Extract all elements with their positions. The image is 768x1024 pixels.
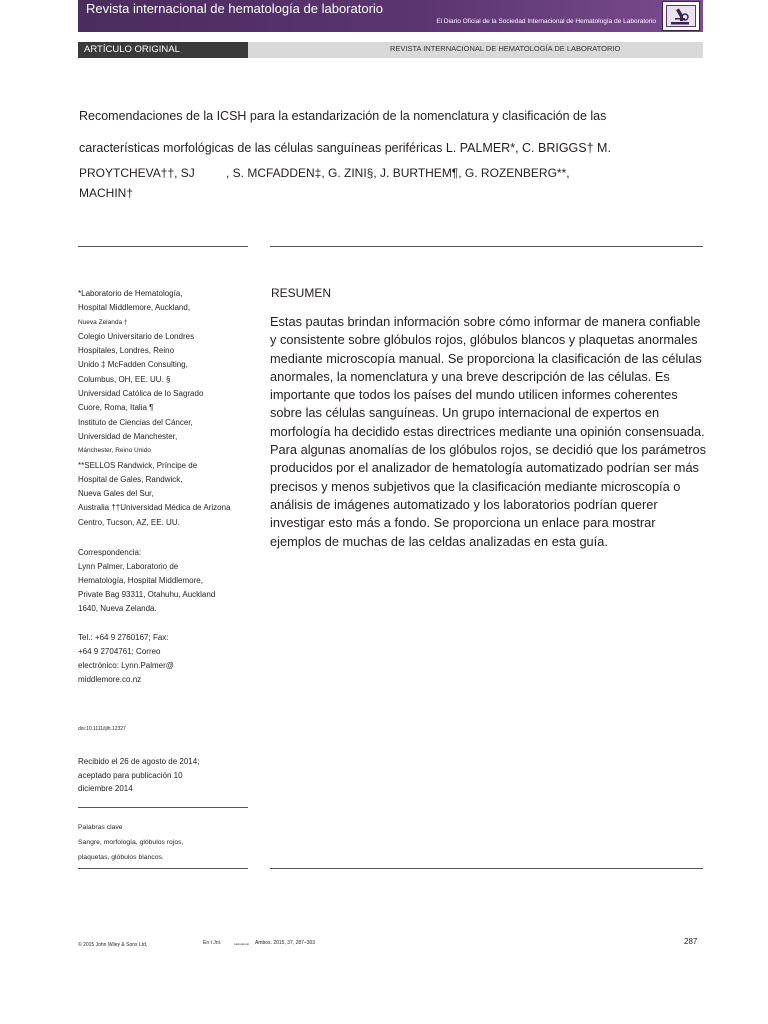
journal-logo <box>662 1 700 31</box>
keywords-line: plaquetas, glóbulos blancos. <box>78 854 164 861</box>
abstract-line: importante que todos los países del mundo utilicen informes coherentes <box>270 387 678 403</box>
received-line: aceptado para publicación 10 <box>78 770 183 780</box>
section-label: ARTÍCULO ORIGINAL <box>84 44 180 55</box>
correspondence-line: Lynn Palmer, Laboratorio de <box>78 562 179 571</box>
affiliation-line: **SELLOS Randwick, Príncipe de <box>78 460 198 470</box>
abstract-heading: RESUMEN <box>271 286 332 300</box>
right-column-rule-bottom <box>270 868 703 869</box>
affiliation-line: Nueva Zelanda † <box>78 318 128 326</box>
correspondence-line: Private Bag 93311, Otahuhu, Auckland <box>78 590 216 599</box>
microscope-icon <box>666 5 696 27</box>
doi: doi:10.1111/ijlh.12327 <box>78 726 126 732</box>
abstract-line: análisis de imágenes automatizado y los laboratorios podrían querer <box>270 496 658 512</box>
affiliation-line: Unido ‡ McFadden Consulting, <box>78 360 188 370</box>
abstract-line: sobre las células sanguíneas. Un grupo internacional de expertos en <box>270 405 660 421</box>
affiliation-line: Cuore, Roma, Italia ¶ <box>78 403 154 413</box>
footer-citation: Ambos. 2015, 37, 287–303 <box>255 940 316 946</box>
contact-info <box>78 631 174 687</box>
contact-line: middlemore.co.nz <box>78 675 142 684</box>
left-column-rule-top <box>78 246 248 247</box>
abstract-line: ejemplos de muchas de las celdas analizadas en esta guía. <box>270 533 608 549</box>
affiliation-line: Universidad Católica de lo Sagrado <box>78 389 204 399</box>
left-column-rule-bottom <box>78 868 248 869</box>
contact-line: +64 9 2704761; Correo <box>78 647 161 656</box>
affiliation-line: Mánchester, Reino Unido <box>78 447 151 455</box>
article-title-line-1: Recomendaciones de la ICSH para la estandarización de la nomenclatura y clasificación de las <box>79 109 607 123</box>
abstract-body <box>270 313 710 551</box>
contact-line: Tel.: +64 9 2760167; Fax: <box>78 633 169 642</box>
keywords-line: Sangre, morfología, glóbulos rojos, <box>78 839 184 846</box>
affiliation-line: Colegio Universitario de Londres <box>78 331 195 341</box>
received-line: Recibido el 26 de agosto de 2014; <box>78 757 200 766</box>
abstract-line: mediante microscopía manual. Se proporciona la clasificación de las células <box>270 350 702 366</box>
keywords-label: Palabras clave <box>78 824 123 831</box>
footer-copyright: © 2015 John Wiley & Sons Ltd, <box>78 942 148 948</box>
affiliation-line: Hospital de Gales, Randwick, <box>78 474 183 484</box>
affiliation-line: Australia ††Universidad Médica de Arizona <box>78 503 231 513</box>
abstract-line: y consistente sobre glóbulos rojos, glóbulos blancos y plaquetas anormales <box>270 332 698 348</box>
section-journal-name: REVISTA INTERNACIONAL DE HEMATOLOGÍA DE LABORATORIO <box>390 44 621 53</box>
affiliation-line: Centro, Tucson, AZ, EE. UU. <box>78 517 180 527</box>
affiliation-line: Hospital Middlemore, Auckland, <box>78 303 191 313</box>
affiliation-line: Instituto de Ciencias del Cáncer, <box>78 417 193 427</box>
correspondence-line: Hematología, Hospital Middlemore, <box>78 576 203 585</box>
authors-line-2: MACHIN† <box>79 186 134 200</box>
abstract-line: morfología ha decidido estas directrices mediante una opinión consensuada. <box>270 423 705 439</box>
journal-subtitle: El Diario Oficial de la Sociedad Internacional de Hematología de Laboratorio <box>436 18 656 25</box>
correspondence <box>78 546 215 616</box>
affiliation-line: *Laboratorio de Hematología, <box>78 289 183 298</box>
affiliation-line: Nueva Gales del Sur, <box>78 489 154 499</box>
contact-line: electrónico: Lynn.Palmer@ <box>78 661 174 670</box>
abstract-line: Estas pautas brindan información sobre cómo informar de manera confiable <box>270 314 701 329</box>
received-dates <box>78 755 199 796</box>
footer-journal-abbr: En t Jnl. <box>203 940 222 946</box>
page-number: 287 <box>684 937 698 946</box>
affiliation-line: Universidad de Manchester, <box>78 431 178 441</box>
affiliation-line: Hospitales, Londres, Reino <box>78 346 175 356</box>
abstract-line: anormales, la nomenclatura y una breve descripción de las células. Es <box>270 368 670 384</box>
journal-title: Revista internacional de hematología de laboratorio <box>86 1 384 16</box>
authors-line-1b: , S. MCFADDEN‡, G. ZINI§, J. BURTHEM¶, G. ROZENBERG**, <box>226 166 570 180</box>
affiliations <box>78 287 231 530</box>
left-column-rule-mid <box>78 807 248 808</box>
abstract-line: Para algunas anomalías de los glóbulos rojos, se decidió que los parámetros <box>270 442 707 458</box>
affiliation-line: Columbus, OH, EE. UU. § <box>78 374 171 384</box>
received-line: diciembre 2014 <box>78 784 133 793</box>
correspondence-line: 1640, Nueva Zelanda. <box>78 604 157 613</box>
keywords <box>78 820 183 865</box>
correspondence-line: Correspondencia: <box>78 548 142 557</box>
article-title-line-2: características morfológicas de las células sanguíneas periféricas L. PALMER*, C. BRIGGS† M. <box>79 141 611 155</box>
abstract-line: producidos por el analizador de hematología automatizado podrían ser más <box>270 460 699 476</box>
authors-line-1a: PROYTCHEVA††, SJ <box>79 166 195 180</box>
right-column-rule-top <box>270 246 703 247</box>
microscope-icon-graphic <box>667 6 695 26</box>
abstract-line: precisos y menos subjetivos que la clasificación mediante microscopía o <box>270 478 681 494</box>
abstract-line: investigar esto más a fondo. Se proporciona un enlace para mostrar <box>270 515 656 531</box>
footer-lab-tiny: Laboratorio <box>234 942 250 946</box>
